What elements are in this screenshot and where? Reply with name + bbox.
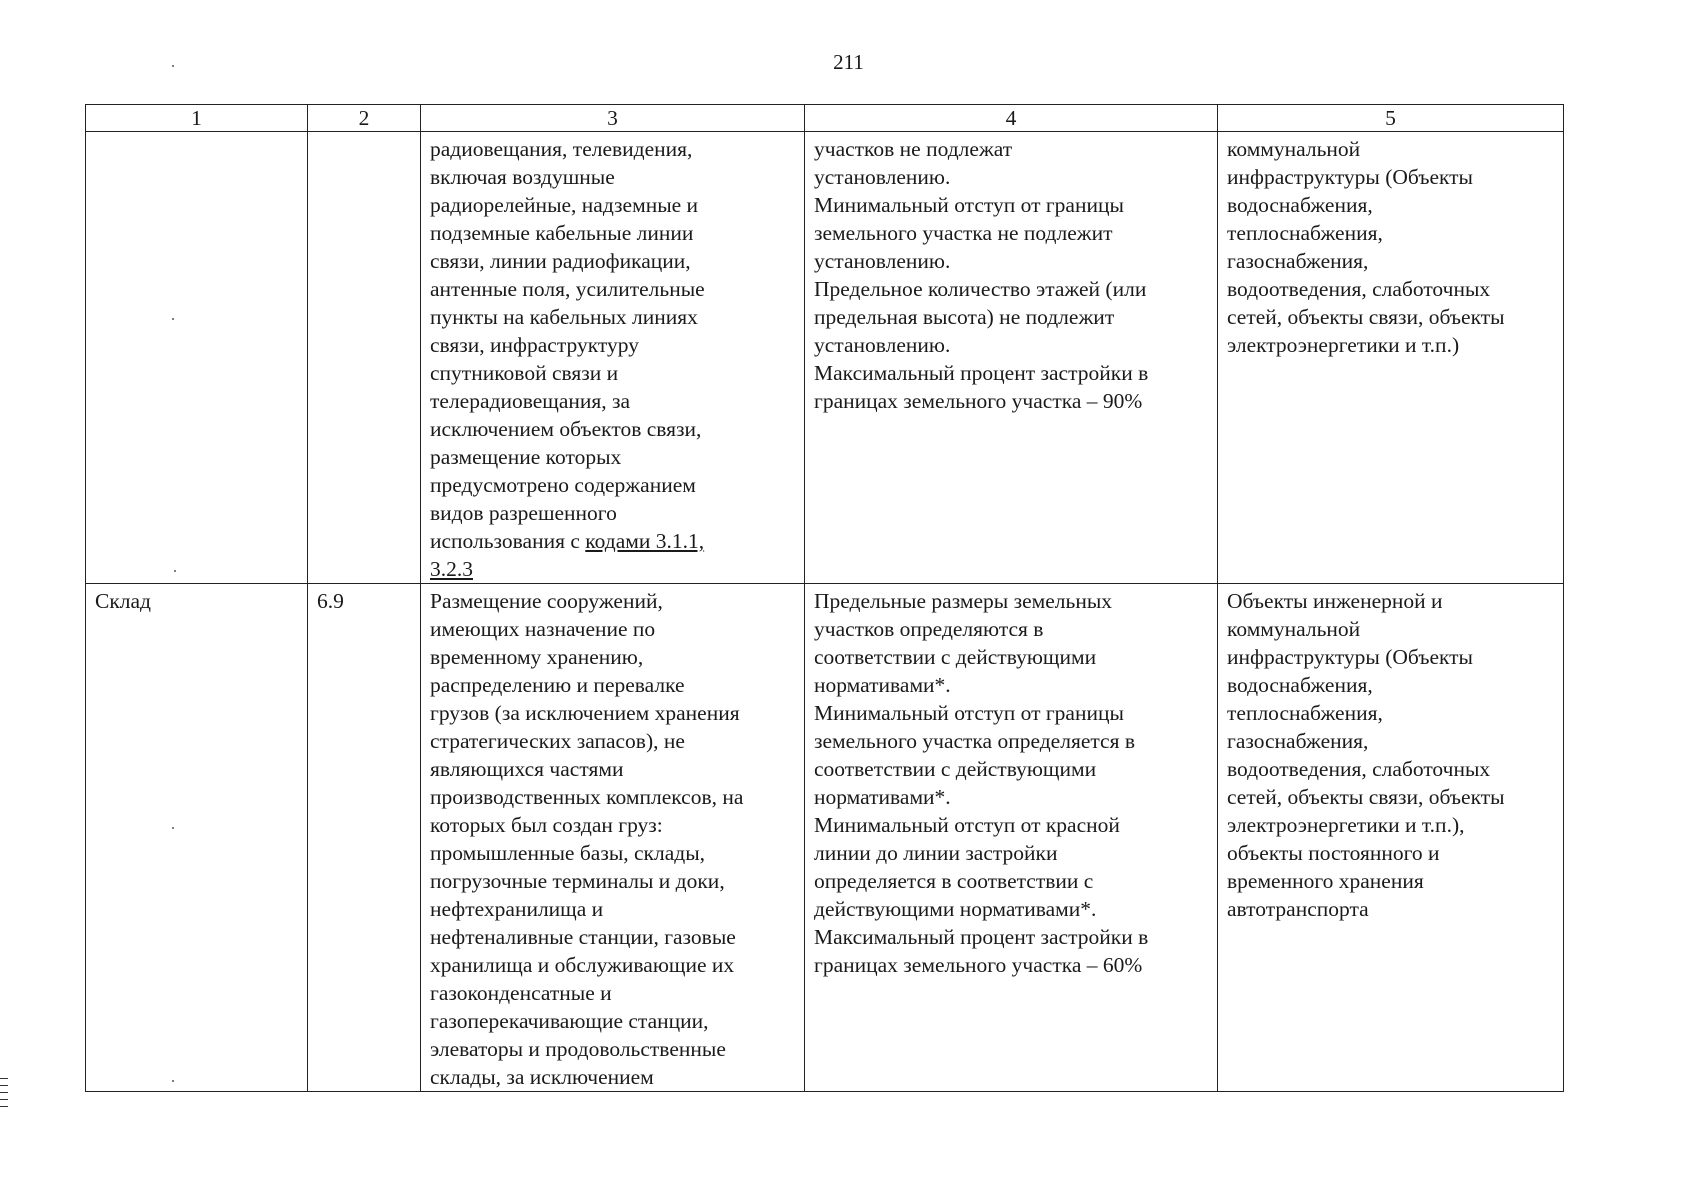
cell-limits: участков не подлежат установлению. Минимальный отступ от границы земельного участка не подлежит установлению. Предельное количество этажей (или предельная высота) не подлежит установлению. Максимальный процент застройки в границах земельного участка – 90% (805, 132, 1218, 584)
column-header-4: 4 (805, 105, 1218, 132)
code-references: кодами 3.1.1, 3.2.3 (430, 529, 705, 581)
cell-auxiliary-objects: коммунальной инфраструктуры (Объекты водоснабжения, теплоснабжения, газоснабжения, водоотведения, слаботочных сетей, объекты связи, объекты электроэнергетики и т.п.) (1218, 132, 1564, 584)
cell-use-description: Размещение сооружений, имеющих назначение по временному хранению, распределению и перевалке грузов (за исключением хранения стратегических запасов), не являющихся частями производственных комплексов, на которых был создан груз: промышленные базы, склады, погрузочные терминалы и доки, нефтехранилища и нефтеналивные станции, газовые хранилища и обслуживающие их газоконденсатные и газоперекачивающие станции, элеваторы и продовольственные склады, за исключением (421, 584, 805, 1092)
column-header-3: 3 (421, 105, 805, 132)
column-header-1: 1 (86, 105, 308, 132)
cell-use-code (308, 132, 421, 584)
regulations-table (85, 104, 1564, 1092)
table-header-row (86, 105, 1564, 132)
column-header-2: 2 (308, 105, 421, 132)
page-number: 211 (833, 50, 864, 74)
table-row (86, 584, 1564, 1092)
cell-use-type (86, 132, 308, 584)
description-text: радиовещания, телевидения, включая воздушные радиорелейные, надземные и подземные кабельные линии связи, линии радиофикации, антенные поля, усилительные пункты на кабельных линиях связи, инфраструктуру спутниковой связи и телерадиовещания, за исключением объектов связи, размещение которых предусмотрено содержанием видов разрешенного использования с (430, 137, 705, 553)
scan-speck (172, 65, 174, 67)
cell-use-description (421, 132, 805, 584)
cell-use-type: Склад (86, 584, 308, 1092)
table-row (86, 132, 1564, 584)
cell-auxiliary-objects: Объекты инженерной и коммунальной инфраструктуры (Объекты водоснабжения, теплоснабжения, газоснабжения, водоотведения, слаботочных сетей, объекты связи, объекты электроэнергетики и т.п.), объекты постоянного и временного хранения автотранспорта (1218, 584, 1564, 1092)
column-header-5: 5 (1218, 105, 1564, 132)
cell-use-code: 6.9 (308, 584, 421, 1092)
scan-edge-ticks (0, 1078, 8, 1113)
cell-limits: Предельные размеры земельных участков определяются в соответствии с действующими нормативами*. Минимальный отступ от границы земельного участка определяется в соответствии с действующими нормативами*. Минимальный отступ от красной линии до линии застройки определяется в соответствии с действующими нормативами*. Максимальный процент застройки в границах земельного участка – 60% (805, 584, 1218, 1092)
